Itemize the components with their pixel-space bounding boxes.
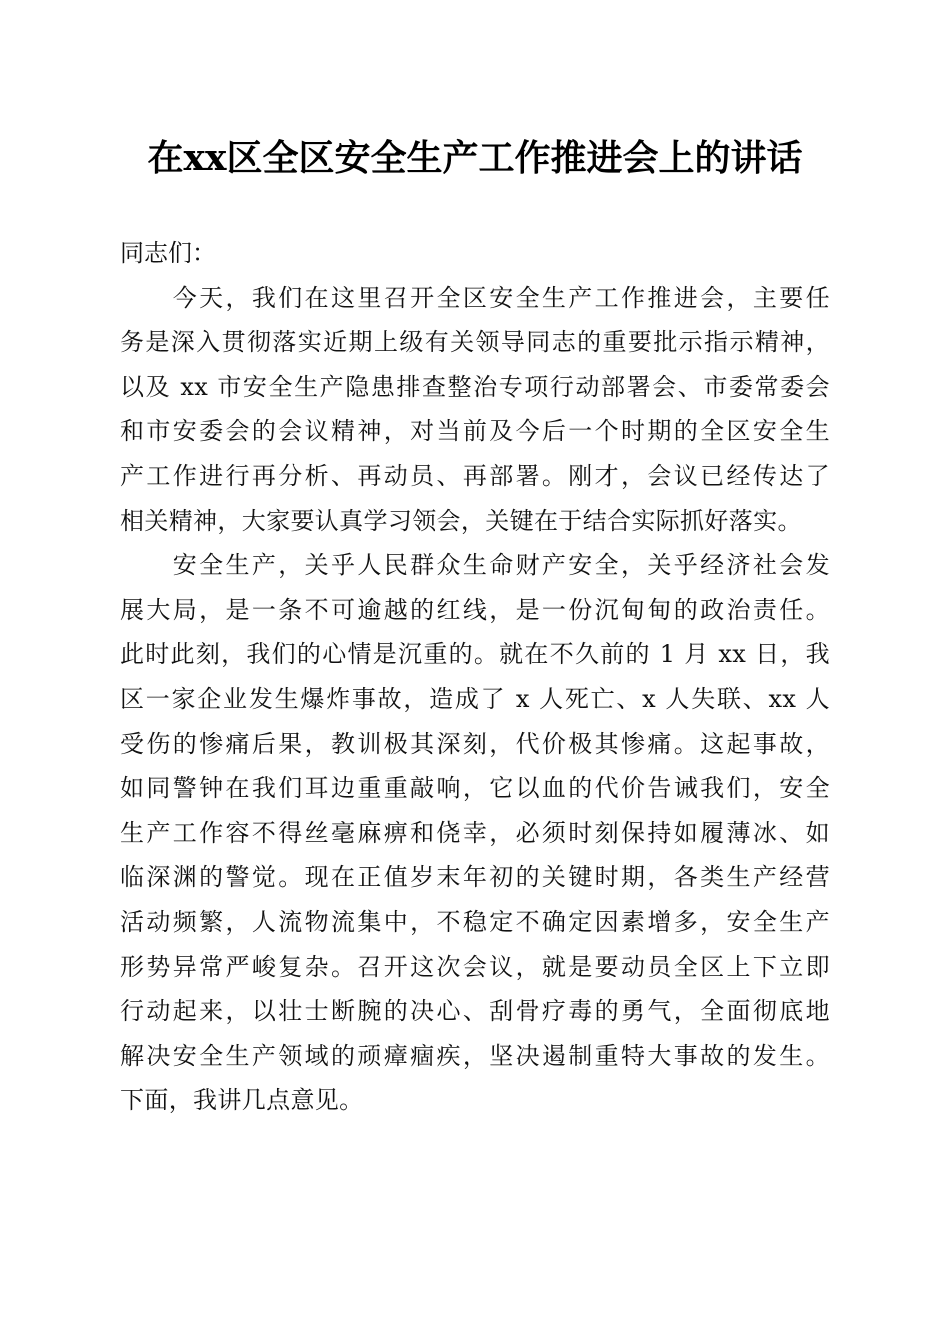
paragraph-2	[120, 543, 830, 1123]
text-line: 今天，我们在这里召开全区安全生产工作推进会，主要任	[120, 283, 830, 312]
text-line: 解决安全生产领域的顽瘴痼疾，坚决遏制重特大事故的发生。	[120, 1041, 830, 1070]
text-line: 相关精神，大家要认真学习领会，关键在于结合实际抓好落实。	[120, 506, 802, 535]
text-line: 如同警钟在我们耳边重重敲响，它以血的代价告诫我们，安全	[120, 774, 830, 803]
text-line: 区一家企业发生爆炸事故，造成了 x 人死亡、x 人失联、xx 人	[120, 684, 830, 713]
text-line: 此时此刻，我们的心情是沉重的。就在不久前的 1 月 xx 日，我	[120, 640, 830, 669]
text-line: 临深渊的警觉。现在正值岁末年初的关键时期，各类生产经营	[120, 863, 830, 892]
text-line: 和市安委会的会议精神，对当前及今后一个时期的全区安全生	[120, 417, 830, 446]
paragraph-1	[120, 276, 830, 544]
document-body	[120, 231, 830, 1123]
text-line: 受伤的惨痛后果，教训极其深刻，代价极其惨痛。这起事故，	[120, 729, 830, 758]
salutation: 同志们：	[120, 239, 216, 267]
text-line: 以及 xx 市安全生产隐患排查整治专项行动部署会、市委常委会	[120, 372, 830, 401]
text-line: 生产工作容不得丝毫麻痹和侥幸，必须时刻保持如履薄冰、如	[120, 818, 830, 847]
text-line: 展大局，是一条不可逾越的红线，是一份沉甸甸的政治责任。	[120, 595, 830, 624]
text-line: 下面，我讲几点意见。	[120, 1086, 364, 1115]
text-line: 形势异常严峻复杂。召开这次会议，就是要动员全区上下立即	[120, 952, 830, 981]
text-line: 活动频繁，人流物流集中，不稳定不确定因素增多，安全生产	[120, 907, 830, 936]
text-line: 务是深入贯彻落实近期上级有关领导同志的重要批示指示精神，	[120, 328, 830, 357]
text-line: 产工作进行再分析、再动员、再部署。刚才，会议已经传达了	[120, 461, 830, 490]
text-line: 安全生产，关乎人民群众生命财产安全，关乎经济社会发	[120, 551, 830, 580]
text-line: 行动起来，以壮士断腕的决心、刮骨疗毒的勇气，全面彻底地	[120, 997, 830, 1026]
document-title: 在xx区全区安全生产工作推进会上的讲话	[147, 137, 803, 179]
